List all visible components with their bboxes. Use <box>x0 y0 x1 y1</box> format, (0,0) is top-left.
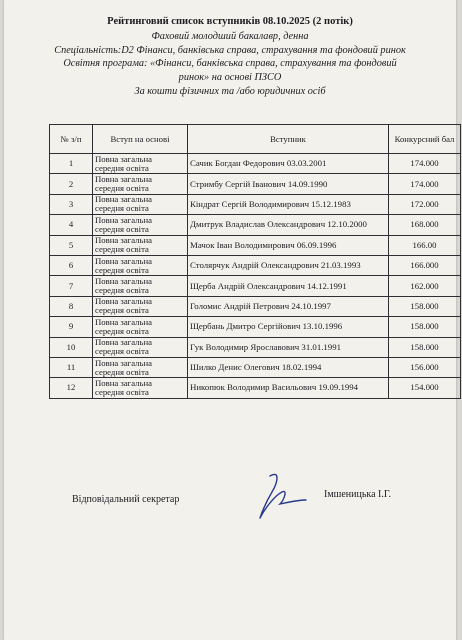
basis-line-1: Повна загальна <box>95 357 152 368</box>
row-number: 7 <box>50 276 93 296</box>
handwritten-signature <box>250 470 310 522</box>
table-row <box>50 255 461 275</box>
table-row <box>50 378 461 398</box>
basis-line-1: Повна загальна <box>95 194 152 205</box>
basis-line-1: Повна загальна <box>95 337 152 348</box>
row-applicant: Столярчук Андрій Олександрович 21.03.1993 <box>188 255 389 275</box>
row-score: 168.000 <box>389 215 461 235</box>
basis-line-2: середня освіта <box>95 162 149 173</box>
row-number: 12 <box>50 378 93 398</box>
col-number: № з/п <box>50 125 93 154</box>
table-row <box>50 296 461 316</box>
row-applicant: Щерба Андрій Олександрович 14.12.1991 <box>188 276 389 296</box>
row-basis <box>93 215 188 235</box>
basis-line-1: Повна загальна <box>95 316 152 327</box>
row-score: 158.000 <box>389 337 461 357</box>
row-score: 166.00 <box>389 235 461 255</box>
row-applicant: Стримбу Сергій Іванович 14.09.1990 <box>188 174 389 194</box>
row-basis <box>93 255 188 275</box>
col-basis: Вступ на основі <box>93 125 188 154</box>
row-applicant: Шилко Денис Олегович 18.02.1994 <box>188 357 389 377</box>
document-page <box>4 0 456 640</box>
funding-source: За кошти фізичних та /або юридичних осіб <box>134 86 326 97</box>
row-score: 174.000 <box>389 174 461 194</box>
table-row <box>50 235 461 255</box>
basis-line-1: Повна загальна <box>95 276 152 287</box>
row-score: 158.000 <box>389 317 461 337</box>
row-applicant: Никопюк Володимир Васильович 19.09.1994 <box>188 378 389 398</box>
row-applicant: Дмитрук Владислав Олександрович 12.10.2000 <box>188 215 389 235</box>
table-row <box>50 357 461 377</box>
row-score: 172.000 <box>389 194 461 214</box>
row-number: 4 <box>50 215 93 235</box>
program-line-1: Освітня програма: «Фінанси, банківська справа, страхування та фондовий <box>63 58 397 69</box>
row-basis <box>93 357 188 377</box>
basis-line-2: середня освіта <box>95 366 149 377</box>
basis-line-1: Повна загальна <box>95 153 152 164</box>
row-applicant: Кіндрат Сергій Володимирович 15.12.1983 <box>188 194 389 214</box>
row-basis <box>93 235 188 255</box>
row-score: 166.000 <box>389 255 461 275</box>
table-row <box>50 194 461 214</box>
table-row <box>50 337 461 357</box>
basis-line-2: середня освіта <box>95 223 149 234</box>
basis-line-1: Повна загальна <box>95 377 152 388</box>
basis-line-2: середня освіта <box>95 305 149 316</box>
row-basis <box>93 296 188 316</box>
row-basis <box>93 378 188 398</box>
specialty: Спеціальність:D2 Фінанси, банківська справа, страхування та фондовий ринок <box>54 45 406 56</box>
basis-line-1: Повна загальна <box>95 296 152 307</box>
row-number: 5 <box>50 235 93 255</box>
education-level: Фаховий молодший бакалавр, денна <box>151 31 309 42</box>
table-row <box>50 174 461 194</box>
row-basis <box>93 276 188 296</box>
row-score: 158.000 <box>389 296 461 316</box>
table-row <box>50 154 461 174</box>
basis-line-1: Повна загальна <box>95 174 152 185</box>
row-basis <box>93 317 188 337</box>
row-number: 10 <box>50 337 93 357</box>
row-basis <box>93 337 188 357</box>
row-score: 162.000 <box>389 276 461 296</box>
row-number: 8 <box>50 296 93 316</box>
basis-line-2: середня освіта <box>95 285 149 296</box>
basis-line-2: середня освіта <box>95 264 149 275</box>
basis-line-2: середня освіта <box>95 325 149 336</box>
basis-line-2: середня освіта <box>95 183 149 194</box>
row-number: 9 <box>50 317 93 337</box>
basis-line-1: Повна загальна <box>95 255 152 266</box>
row-applicant: Голомис Андрій Петрович 24.10.1997 <box>188 296 389 316</box>
row-number: 1 <box>50 154 93 174</box>
table-header-row <box>50 125 461 154</box>
row-applicant: Сачик Богдан Федорович 03.03.2001 <box>188 154 389 174</box>
document-title: Рейтинговий список вступників 08.10.2025 (2 потік) <box>107 16 353 27</box>
basis-line-1: Повна загальна <box>95 235 152 246</box>
basis-line-2: середня освіта <box>95 346 149 357</box>
row-score: 174.000 <box>389 154 461 174</box>
row-basis <box>93 194 188 214</box>
secretary-name: Імшеницька І.Г. <box>324 489 392 500</box>
row-number: 6 <box>50 255 93 275</box>
col-applicant: Вступник <box>188 125 389 154</box>
row-score: 154.000 <box>389 378 461 398</box>
row-applicant: Мачок Іван Володимирович 06.09.1996 <box>188 235 389 255</box>
secretary-title: Відповідальний секретар <box>72 494 180 505</box>
table-row <box>50 317 461 337</box>
table-row <box>50 276 461 296</box>
row-score: 156.000 <box>389 357 461 377</box>
row-number: 2 <box>50 174 93 194</box>
row-basis <box>93 154 188 174</box>
table-row <box>50 215 461 235</box>
basis-line-1: Повна загальна <box>95 214 152 225</box>
row-number: 3 <box>50 194 93 214</box>
ranking-table <box>49 124 461 399</box>
row-number: 11 <box>50 357 93 377</box>
program-line-2: ринок» на основі ПЗСО <box>178 72 282 83</box>
col-score: Конкурсний бал <box>389 125 461 154</box>
basis-line-2: середня освіта <box>95 386 149 397</box>
basis-line-2: середня освіта <box>95 203 149 214</box>
row-basis <box>93 174 188 194</box>
row-applicant: Гук Володимир Ярославович 31.01.1991 <box>188 337 389 357</box>
basis-line-2: середня освіта <box>95 244 149 255</box>
row-applicant: Щербань Дмитро Сергійович 13.10.1996 <box>188 317 389 337</box>
